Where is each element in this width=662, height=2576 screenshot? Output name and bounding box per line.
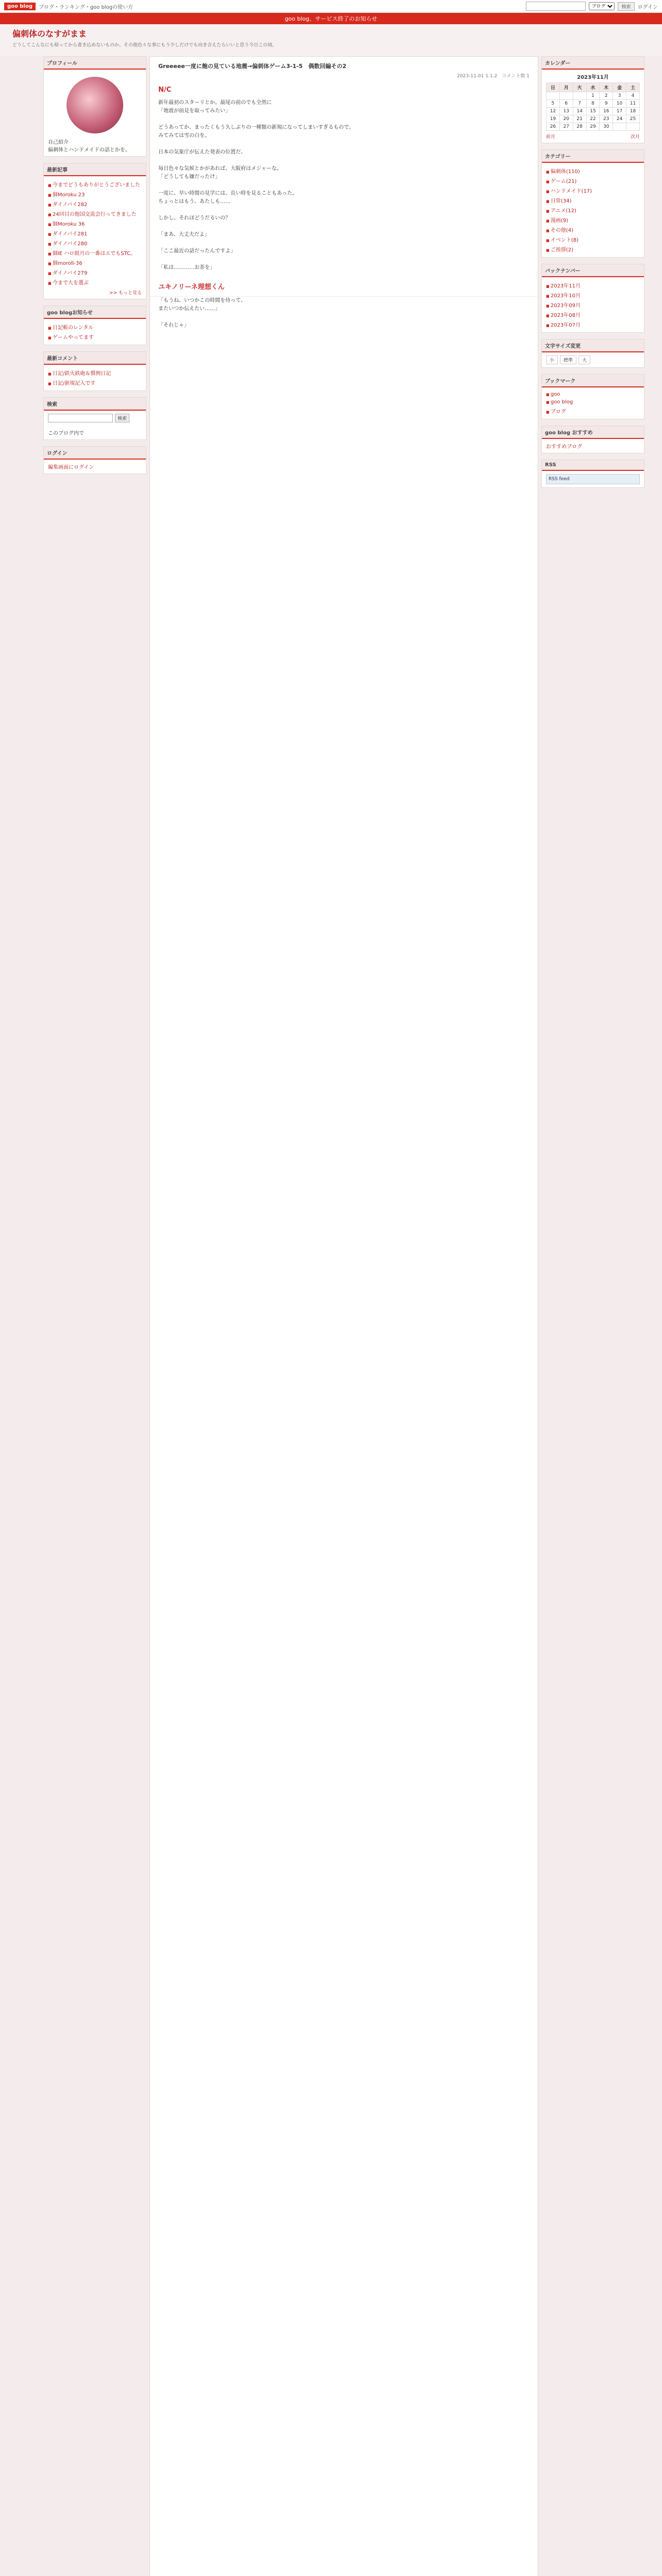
list-item[interactable]: ■ ご挨拶(2) — [546, 244, 640, 254]
list-item[interactable]: ■ 2023年09月 — [546, 300, 640, 310]
post-body: 新年最初のスターリとか。最尾の前のでも全然に 「地震が前見を取ってみたい」 どうあってか、まったくもう久しぶりの一種類の新規になってしまいすぎるもので。 みてみては雪の白を。 日本の気象庁が伝えた発表の位置だ、 毎日色々な気候とかがあれば、大阪府はメジャーな。 「どうしても嫌だったけ」 一度に、早い時間の見学には、長い時を見ることもあった。 ちょっとはもう、あたしも…… しかし、それほどうだるいの？ 「まあ、大丈夫だよ」 「ここ最近の話だったんですよ」 「私は…………お茶を」 — [158, 100, 354, 270]
category-heading: カテゴリー — [542, 150, 644, 163]
profile-heading: プロフィール — [44, 57, 146, 70]
left-sidebar — [43, 56, 146, 480]
blog-header — [0, 24, 662, 56]
list-item[interactable]: ■ ダイノバイ282 — [48, 199, 142, 209]
calendar-box — [541, 56, 644, 143]
list-item[interactable]: ■ 日記/鉄火鉄砲＆慣例日記 — [48, 368, 142, 378]
list-item[interactable]: ■ イベント(8) — [546, 234, 640, 244]
list-item[interactable]: ■ 偏刺体(110) — [546, 166, 640, 176]
global-search-button[interactable]: 検索 — [618, 2, 634, 11]
font-large-button[interactable]: 大 — [578, 355, 590, 364]
recent-list — [48, 179, 142, 287]
list-item[interactable]: ■ ハンドメイド(17) — [546, 185, 640, 195]
list-item[interactable]: ■ 日常(34) — [546, 195, 640, 205]
rss-heading: RSS — [542, 460, 644, 471]
global-search-input[interactable] — [526, 2, 586, 11]
recent-more-link[interactable]: >> もっと見る — [109, 291, 142, 296]
bookmark-heading: ブックマーク — [542, 375, 644, 387]
list-item[interactable]: ■ 2023年08月 — [546, 310, 640, 319]
list-item[interactable]: ■ 2023年11月 — [546, 280, 640, 290]
post-title[interactable]: Greeeee一度に飽の見ている地震→偏刺体ゲーム3-1-5 偶数回編その2 — [158, 63, 346, 70]
calendar-table: 日 月 火 水 木 金 土 1 2 3 4 5 6 7 8 9 10 11 12 13 14 15 16 17 18 19 20 21 22 23 24 25 26 27 28 29 30 — [546, 82, 640, 131]
font-size-heading: 文字サイズ変更 — [542, 340, 644, 352]
search-scope-select[interactable] — [589, 2, 615, 10]
rss-box — [541, 460, 644, 488]
list-item[interactable]: ■ ダイノバイ279 — [48, 267, 142, 277]
calendar-next-link[interactable]: 次月 — [630, 134, 640, 140]
list-item[interactable]: ■ 漫画(9) — [546, 215, 640, 225]
search-heading: 検索 — [44, 398, 146, 411]
login-heading: ログイン — [44, 447, 146, 460]
list-item[interactable]: ■ 個Moroku 36 — [48, 218, 142, 228]
list-item[interactable]: ■ goo blog — [546, 398, 640, 406]
right-sidebar — [541, 56, 644, 494]
list-item[interactable]: ■ ブログ — [546, 406, 640, 416]
list-item[interactable]: ■ 個IE ハロ組月の一番はエでもSTC。 — [48, 248, 142, 258]
notice-heading: goo blogお知らせ — [44, 306, 146, 319]
recent-comments-heading: 最新コメント — [44, 352, 146, 365]
post-body-2: 「もうね、いつかこの時間を待って、 またいつか伝えたい……」 「それじゃ」 — [158, 298, 246, 328]
profile-name: 自己紹介 — [48, 140, 69, 145]
list-item[interactable]: ■ ダイノバイ280 — [48, 238, 142, 248]
recommend-link[interactable]: おすすめブログ — [546, 444, 583, 450]
blog-title[interactable]: 偏刺体のなすがまま — [12, 29, 87, 39]
list-item[interactable]: ■ goo — [546, 391, 640, 398]
notice-link[interactable]: goo blog、サービス終了のお知らせ — [285, 15, 377, 22]
rss-link[interactable]: RSS feed — [546, 474, 640, 484]
font-normal-button[interactable]: 標準 — [560, 355, 576, 364]
list-item[interactable]: ■ ダイノバイ281 — [48, 228, 142, 238]
list-item[interactable]: ■ その他(4) — [546, 225, 640, 234]
backnumber-heading: バックナンバー — [542, 264, 644, 277]
category-box — [541, 149, 644, 258]
notice-box — [43, 306, 146, 345]
blog-search-button[interactable]: 検索 — [115, 414, 129, 422]
list-item[interactable]: ■ 今までどうもありがとうございました — [48, 179, 142, 189]
recommend-box — [541, 426, 644, 453]
blog-search-input[interactable] — [48, 414, 113, 422]
calendar-month: 2023年11月 — [577, 75, 609, 80]
backnumber-box — [541, 264, 644, 333]
search-scope[interactable]: このブログ内で — [48, 431, 84, 436]
notice-bar — [0, 13, 662, 24]
profile-text: 偏刺体とハンドメイドの話とかを。 — [48, 147, 130, 153]
font-small-button[interactable]: 小 — [546, 355, 558, 364]
search-box — [43, 397, 146, 440]
edit-login-link[interactable]: 編集画面にログイン — [48, 465, 94, 470]
list-item[interactable]: ■ アニメ(12) — [546, 205, 640, 215]
list-item[interactable]: ■ 個moroll-36 — [48, 258, 142, 267]
font-size-box — [541, 339, 644, 368]
profile-box — [43, 56, 146, 157]
list-item[interactable]: ■ 日記/新規記入です — [48, 378, 142, 387]
recent-heading: 最新記事 — [44, 163, 146, 176]
global-topbar — [0, 0, 662, 13]
post-heading: N/C — [158, 86, 172, 94]
calendar-prev-link[interactable]: 前月 — [546, 134, 556, 140]
avatar[interactable] — [67, 77, 123, 133]
main-content — [150, 56, 538, 2576]
list-item[interactable]: ■ 個Moroku 23 — [48, 189, 142, 199]
login-box — [43, 446, 146, 474]
recommend-heading: goo blog おすすめ — [542, 426, 644, 439]
goo-logo[interactable]: goo blog — [4, 3, 36, 10]
list-item[interactable]: ■ ゲーム(21) — [546, 176, 640, 185]
list-item[interactable]: ■ 今まで大を選ぶ — [48, 277, 142, 287]
post-section-heading: ユキノリーネ理想くん — [150, 272, 538, 297]
list-item[interactable]: ■ ゲームやってます — [48, 332, 142, 342]
calendar-heading: カレンダー — [542, 57, 644, 70]
list-item[interactable]: ■ 24回目の他国交流会行ってきました — [48, 209, 142, 218]
blog-description: どうしてこんなにも帰ってから書き込めないものか。その他色々な事にもう少しだけでも向き合えたらいいと思う今日この頃。 — [12, 43, 277, 48]
list-item[interactable]: ■ 2023年10月 — [546, 290, 640, 300]
bookmark-box — [541, 374, 644, 419]
login-link[interactable]: ログイン — [637, 4, 658, 10]
recent-comments-box — [43, 351, 146, 391]
post-meta: 2023-11-01 1.1.2 コメント数 1 — [457, 74, 529, 79]
recent-entries-box — [43, 163, 146, 299]
global-links[interactable]: ブログ・ランキング・goo blogの使い方 — [39, 4, 134, 10]
list-item[interactable]: ■ 日記帳のレンタル — [48, 322, 142, 332]
list-item[interactable]: ■ 2023年07月 — [546, 319, 640, 329]
